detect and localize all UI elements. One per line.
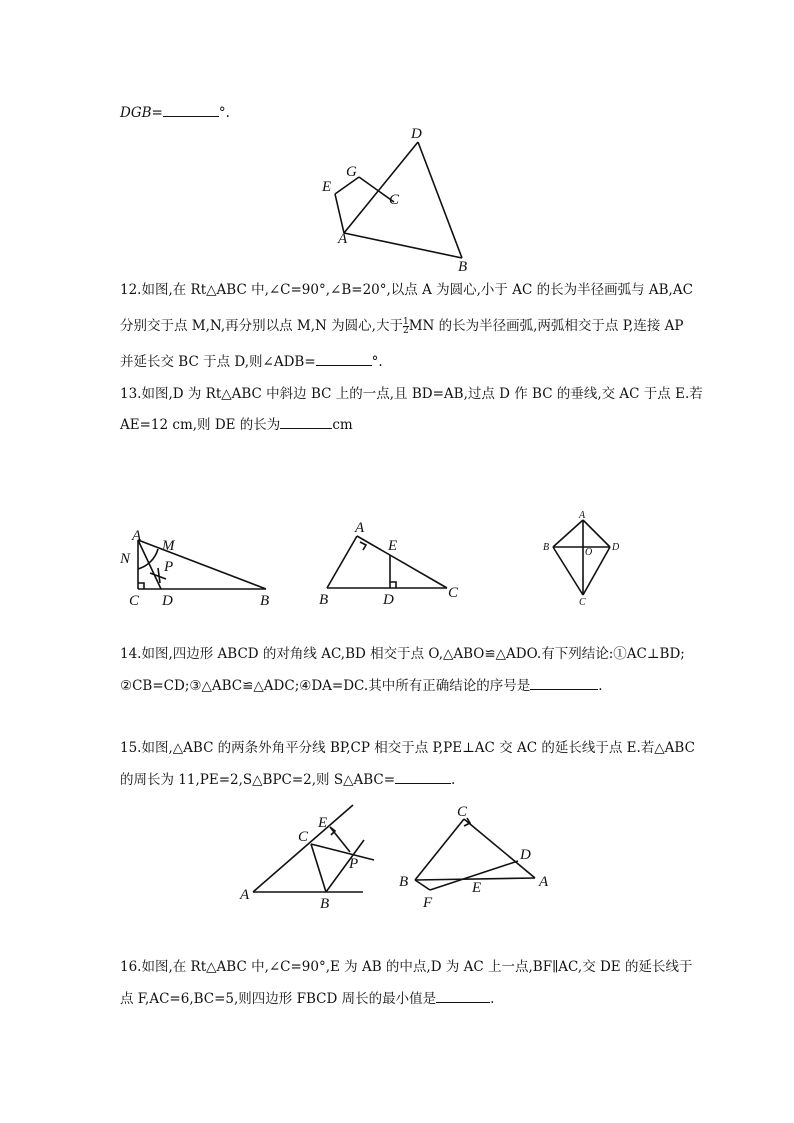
label-B: B [319, 592, 329, 608]
q14-line2: ②CB=CD;③△ABC≌△ADC;④DA=DC.其中所有正确结论的序号是 . [120, 678, 603, 694]
label-D: D [162, 593, 173, 609]
figure-q14 [540, 508, 630, 608]
q13-line1: 13.如图,D 为 Rt△ABC 中斜边 BC 上的一点,且 BD=AB,过点 D 作 BC 的垂线,交 AC 于点 E.若 [120, 386, 703, 402]
label-B: B [543, 542, 550, 553]
label-A: A [579, 510, 586, 521]
label-D: D [520, 847, 531, 863]
label-P: P [349, 856, 359, 872]
q15-line1: 15.如图,△ABC 的两条外角平分线 BP,CP 相交于点 P,PE⊥AC 交 AC 的延长线于点 E.若△ABC [120, 740, 695, 756]
label-P: P [164, 559, 174, 575]
answer-blank[interactable] [530, 677, 598, 690]
label-N: N [120, 551, 131, 567]
q12-line3: 并延长交 BC 于点 D,则∠ADB= °. [120, 354, 383, 370]
label-B: B [320, 896, 330, 912]
label-A: A [240, 887, 250, 903]
label-C: C [457, 804, 468, 820]
label-D: D [383, 592, 394, 608]
label-M: M [162, 538, 175, 554]
q12-line2: 分别交于点 M,N,再分别以点 M,N 为圆心,大于 $\frac{1}{2}$ MN 的长为半径画弧,两弧相交于点 P,连接 AP [120, 317, 684, 336]
q16-line1: 16.如图,在 Rt△ABC 中,∠C=90°,E 为 AB 的中点,D 为 AC 上一点,BF∥AC,交 DE 的延长线于 [120, 959, 693, 975]
label-F: F [423, 895, 433, 911]
q13-line2: AE=12 cm,则 DE 的长为 cm [120, 417, 353, 433]
q15-line2: 的周长为 11,PE=2,S△BPC=2,则 S△ABC= . [120, 772, 456, 788]
figure-q13 [315, 518, 470, 608]
label-C: C [298, 829, 309, 845]
label-D: D [612, 542, 620, 553]
q11-answer-line: DGB= °. [120, 105, 230, 121]
label-A: A [132, 528, 142, 544]
label-E: E [388, 538, 398, 554]
answer-blank[interactable] [395, 771, 451, 784]
label-A: A [355, 520, 365, 536]
answer-blank[interactable] [436, 990, 490, 1003]
label-C: C [389, 192, 400, 208]
label-A: A [338, 231, 348, 247]
label-E: E [318, 815, 328, 831]
figure-q15 [238, 800, 388, 910]
figure-dgb [300, 120, 500, 275]
answer-blank[interactable] [163, 104, 219, 117]
label-C: C [448, 585, 459, 601]
label-B: B [260, 593, 270, 609]
label-B: B [458, 259, 468, 275]
q12-line1: 12.如图,在 Rt△ABC 中,∠C=90°,∠B=20°,以点 A 为圆心,小于 AC 的长为半径画弧与 AB,AC [120, 282, 693, 298]
label-C: C [579, 597, 586, 608]
answer-blank[interactable] [280, 416, 332, 429]
figure-q12 [118, 525, 288, 615]
q16-line2: 点 F,AC=6,BC=5,则四边形 FBCD 周长的最小值是 . [120, 991, 495, 1007]
label-D: D [411, 126, 422, 142]
label-G: G [346, 164, 357, 180]
fraction-half: $\frac{1}{2}$ [402, 317, 409, 336]
answer-blank[interactable] [316, 353, 372, 366]
label-E: E [472, 880, 482, 896]
label-C: C [129, 593, 140, 609]
figure-q16 [395, 800, 565, 910]
label-O: O [585, 547, 593, 558]
label-E: E [322, 179, 332, 195]
q14-line1: 14.如图,四边形 ABCD 的对角线 AC,BD 相交于点 O,△ABO≌△ADO.有下列结论:①AC⊥BD; [120, 646, 685, 662]
label-A: A [539, 874, 549, 890]
label-B: B [399, 874, 409, 890]
